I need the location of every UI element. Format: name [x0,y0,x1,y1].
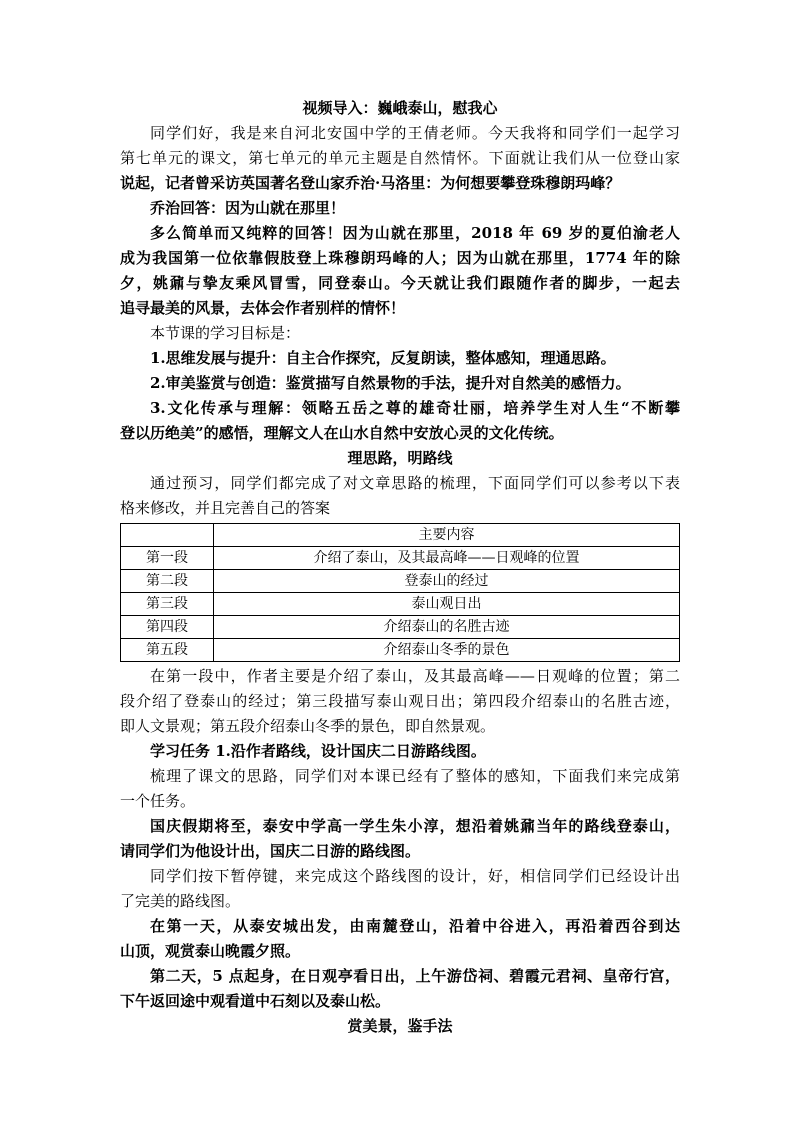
paragraph-line: 成为我国第一位依靠假肢登上珠穆朗玛峰的人；因为山就在那里，1774 年的除 [120,249,680,267]
goal-item: 登以历绝美”的感悟，理解文人在山水自然中安放心灵的文化传统。 [120,424,564,442]
paragraph-line: 格来修改，并且完善自己的答案 [120,499,331,517]
table-cell: 第四段 [121,616,214,639]
paragraph-line: 多么简单而又纯粹的回答！因为山就在那里，2018 年 69 岁的夏伯渝老人 [150,224,680,242]
paragraph-line: 一个任务。 [120,792,196,810]
table-row [121,616,680,639]
paragraph-line: 第七单元的课文，第七单元的单元主题是自然情怀。下面就让我们从一位登山家 [120,149,680,167]
paragraph-line: 即人文景观；第五段介绍泰山冬季的景色，即自然景观。 [120,717,496,735]
table-cell: 泰山观日出 [214,593,680,616]
outline-table [120,523,680,662]
paragraph-line: 同学们按下暂停键，来完成这个路线图的设计，好，相信同学们已经设计出 [150,867,680,885]
section-title: 理思路，明路线 [347,449,453,467]
goals-title: 本节课的学习目标是： [150,324,301,342]
table-row [121,570,680,593]
table-cell: 介绍泰山冬季的景色 [214,639,680,662]
goal-item: 2.审美鉴赏与创造：鉴赏描写自然景物的手法，提升对自然美的感悟力。 [150,374,631,392]
table-row [121,639,680,662]
table-row [121,547,680,570]
paragraph-line: 通过预习，同学们都完成了对文章思路的梳理，下面同学们可以参考以下表 [150,474,680,492]
paragraph-line: 段介绍了登泰山的经过；第三段描写泰山观日出；第四段介绍泰山的名胜古迹， [120,692,680,710]
paragraph-line: 第二天，5 点起身，在日观亭看日出，上午游岱祠、碧霞元君祠、皇帝行宫， [150,967,680,985]
intro-title: 视频导入：巍峨泰山，慰我心 [302,99,498,117]
paragraph-line: 在第一天，从泰安城出发，由南麓登山，沿着中谷进入，再沿着西谷到达 [150,917,680,935]
table-cell: 第二段 [121,570,214,593]
table-header-row [121,524,680,547]
goal-item: 1.思维发展与提升：自主合作探究，反复朗读，整体感知，理通思路。 [150,349,616,367]
table-cell: 第五段 [121,639,214,662]
paragraph-line: 下午返回途中观看道中石刻以及泰山松。 [120,992,391,1010]
paragraph-line: 国庆假期将至，泰安中学高一学生朱小淳，想沿着姚鼐当年的路线登泰山， [150,817,680,835]
document-page [120,96,680,1039]
paragraph-line: 追寻最美的风景，去体会作者别样的情怀！ [120,299,406,317]
paragraph-line: 夕，姚鼐与挚友乘风冒雪，同登泰山。今天就让我们跟随作者的脚步，一起去 [120,274,680,292]
table-header-cell: 主要内容 [214,524,680,547]
paragraph-line: 梳理了课文的思路，同学们对本课已经有了整体的感知，下面我们来完成第 [150,767,680,785]
goal-item: 3.文化传承与理解：领略五岳之尊的雄奇壮丽，培养学生对人生“不断攀 [150,399,680,417]
table-cell: 登泰山的经过 [214,570,680,593]
table-cell: 介绍泰山的名胜古迹 [214,616,680,639]
table-cell: 介绍了泰山，及其最高峰——日观峰的位置 [214,547,680,570]
paragraph-line: 山顶，观赏泰山晚霞夕照。 [120,942,301,960]
paragraph-line: 说起，记者曾采访英国著名登山家乔治·马洛里：为何想要攀登珠穆朗玛峰？ [120,174,621,192]
paragraph-line: 了完美的路线图。 [120,892,241,910]
task-title: 学习任务 1.沿作者路线，设计国庆二日游路线图。 [150,742,486,760]
section-title: 赏美景，鉴手法 [347,1017,453,1035]
table-cell: 第一段 [121,547,214,570]
paragraph-line: 同学们好，我是来自河北安国中学的王倩老师。今天我将和同学们一起学习 [150,124,680,142]
table-header-cell [121,524,214,547]
paragraph-line: 在第一段中，作者主要是介绍了泰山，及其最高峰——日观峰的位置；第二 [150,667,680,685]
paragraph-line: 乔治回答：因为山就在那里！ [150,199,346,217]
paragraph-line: 请同学们为他设计出，国庆二日游的路线图。 [120,842,421,860]
table-cell: 第三段 [121,593,214,616]
table-row [121,593,680,616]
